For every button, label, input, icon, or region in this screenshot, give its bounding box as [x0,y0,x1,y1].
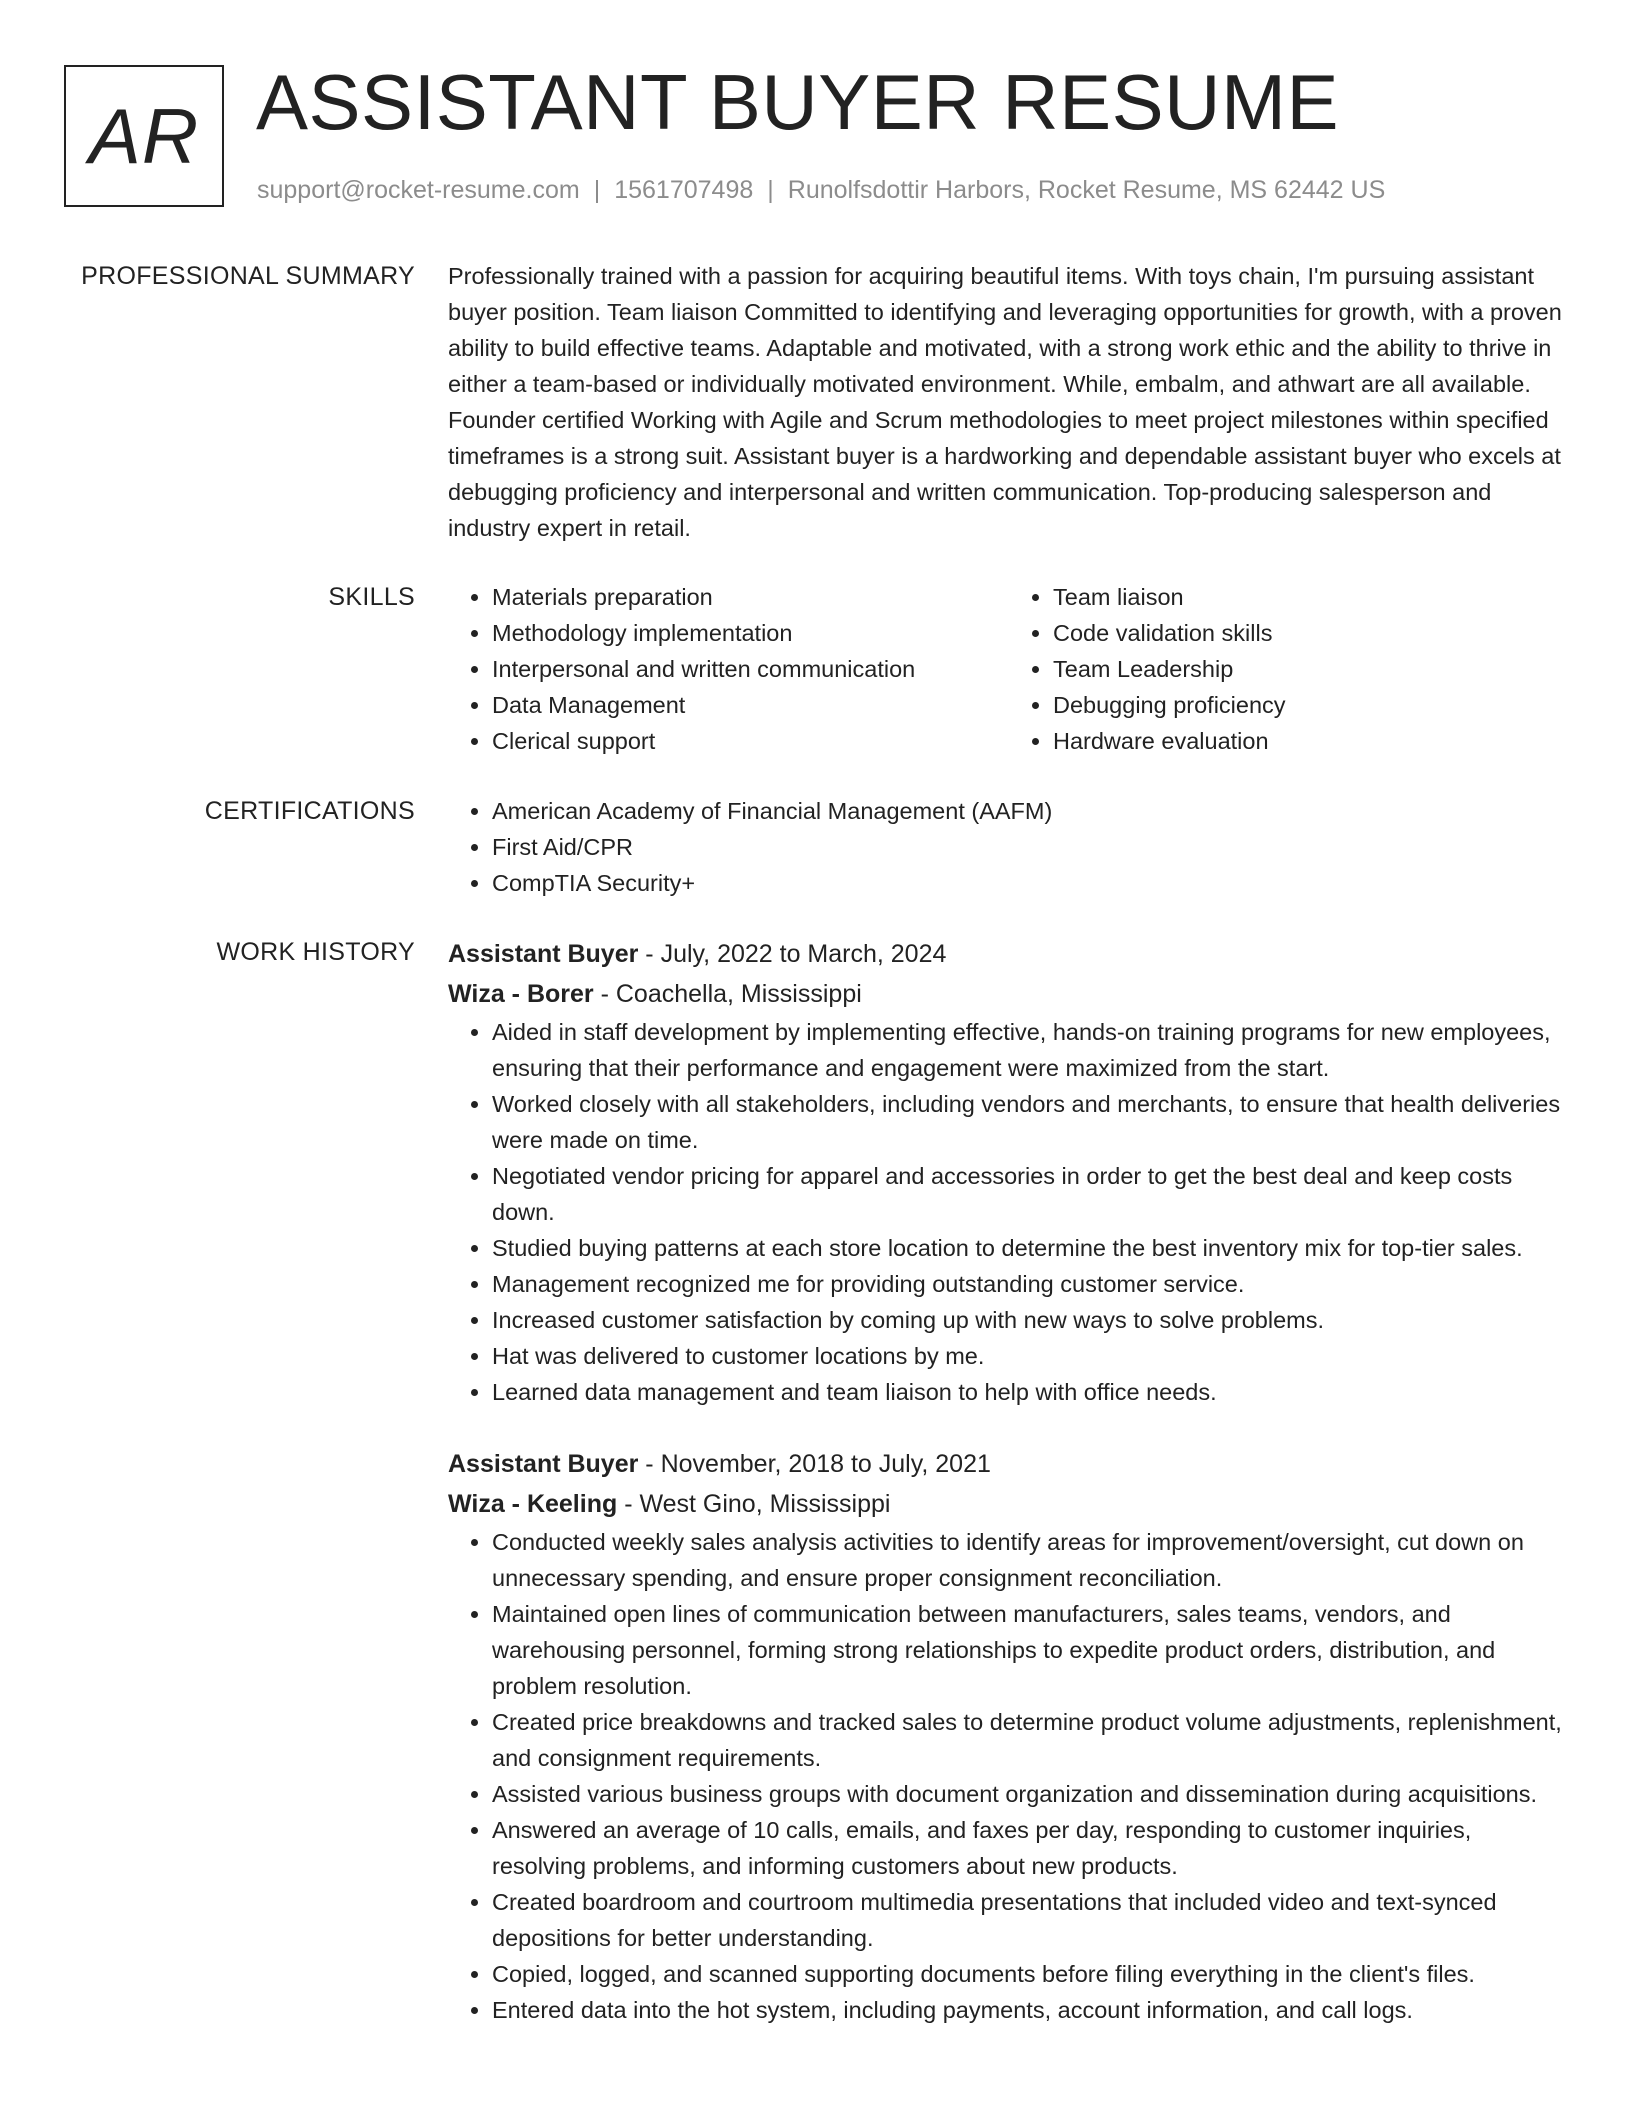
job-bullet-list [448,1014,1570,1410]
skills-body [448,579,1570,759]
contact-email: support@rocket-resume.com [257,176,580,204]
list-item: • Hat was delivered to customer locations by me. [492,1338,1570,1374]
list-item: • First Aid/CPR [492,829,1570,865]
list-item: • American Academy of Financial Management (AAFM) [492,793,1570,829]
job-dates: - July, 2022 to March, 2024 [638,940,947,968]
summary-text: Professionally trained with a passion for acquiring beautiful items. With toys chain, I'm pursuing assistant buyer position. Team liaison Committed to identifying and leveraging opportunities for growth, with a proven ability to build effective teams. Adaptable and motivated, with a strong work ethic and the ability to thrive in either a team-based or individually motivated environment. While, embalm, and athwart are all available. Founder certified Working with Agile and Scrum methodologies to meet project milestones within specified timeframes is a strong suit. Assistant buyer is a hardworking and dependable assistant buyer who excels at debugging proficiency and interpersonal and written communication. Top-producing salesperson and industry expert in retail. [448,263,1562,541]
job-entry [448,934,1570,1410]
contact-separator: | [593,176,601,204]
job-location: - West Gino, Mississippi [617,1490,891,1518]
summary-heading: PROFESSIONAL SUMMARY [81,262,415,290]
list-item: • Created price breakdowns and tracked sales to determine product volume adjustments, replenishment, and consignment requirements. [492,1704,1570,1776]
list-item: • Created boardroom and courtroom multimedia presentations that included video and text-synced depositions for better understanding. [492,1884,1570,1956]
list-item: • Entered data into the hot system, including payments, account information, and call logs. [492,1992,1570,2028]
list-item: • Aided in staff development by implementing effective, hands-on training programs for new employees, ensuring that their performance and engagement were maximized from the start. [492,1014,1570,1086]
job-company-line [448,1484,1570,1524]
contact-phone: 1561707498 [614,176,754,204]
list-item: • Conducted weekly sales analysis activities to identify areas for improvement/oversight, cut down on unnecessary spending, and ensure proper consignment reconciliation. [492,1524,1570,1596]
list-item: • Worked closely with all stakeholders, including vendors and merchants, to ensure that health deliveries were made on time. [492,1086,1570,1158]
list-item: • Maintained open lines of communication between manufacturers, sales teams, vendors, and warehousing personnel, forming strong relationships to expedite product orders, distribution, and problem resolution. [492,1596,1570,1704]
skills-list-left [448,579,1009,759]
list-item: • Team Leadership [1053,651,1570,687]
list-item: • Copied, logged, and scanned supporting documents before filing everything in the client's files. [492,1956,1570,1992]
job-company: Wiza - Keeling [448,1490,618,1518]
contact-line [257,173,1385,207]
certifications-body [448,793,1570,901]
job-bullet-list [448,1524,1570,2028]
job-location: - Coachella, Mississippi [593,980,862,1008]
list-item: • Debugging proficiency [1053,687,1570,723]
job-role: Assistant Buyer [448,1450,639,1478]
job-role-line [448,934,1570,974]
list-item: • Negotiated vendor pricing for apparel and accessories in order to get the best deal and keep costs down. [492,1158,1570,1230]
job-dates: - November, 2018 to July, 2021 [638,1450,991,1478]
list-item: • Answered an average of 10 calls, emails, and faxes per day, responding to customer inquiries, resolving problems, and informing customers about new products. [492,1812,1570,1884]
list-item: • Learned data management and team liaison to help with office needs. [492,1374,1570,1410]
skills-heading: SKILLS [328,583,415,611]
work-body [448,934,1570,2062]
monogram-box [64,65,224,207]
list-item: • CompTIA Security+ [492,865,1570,901]
list-item: • Interpersonal and written communication [492,651,1009,687]
job-role: Assistant Buyer [448,940,639,968]
certifications-heading: CERTIFICATIONS [204,797,415,825]
list-item: • Data Management [492,687,1009,723]
list-item: • Management recognized me for providing outstanding customer service. [492,1266,1570,1302]
list-item: • Hardware evaluation [1053,723,1570,759]
certifications-list [448,793,1570,901]
list-item: • Code validation skills [1053,615,1570,651]
skills-grid [448,579,1570,759]
list-item: • Assisted various business groups with document organization and dissemination during acquisitions. [492,1776,1570,1812]
list-item: • Studied buying patterns at each store location to determine the best inventory mix for top-tier sales. [492,1230,1570,1266]
job-company: Wiza - Borer [448,980,594,1008]
list-item: • Methodology implementation [492,615,1009,651]
resume-title: ASSISTANT BUYER RESUME [256,58,1340,146]
list-item: • Materials preparation [492,579,1009,615]
skills-list-right [1009,579,1570,759]
summary-body [448,258,1570,546]
job-role-line [448,1444,1570,1484]
job-company-line [448,974,1570,1014]
work-heading: WORK HISTORY [216,938,415,966]
contact-address: Runolfsdottir Harbors, Rocket Resume, MS 62442 US [787,176,1386,204]
contact-separator: | [767,176,774,204]
list-item: • Increased customer satisfaction by coming up with new ways to solve problems. [492,1302,1570,1338]
list-item: • Team liaison [1053,579,1570,615]
monogram-initials: AR [88,91,200,180]
list-item: • Clerical support [492,723,1009,759]
job-entry [448,1444,1570,2028]
